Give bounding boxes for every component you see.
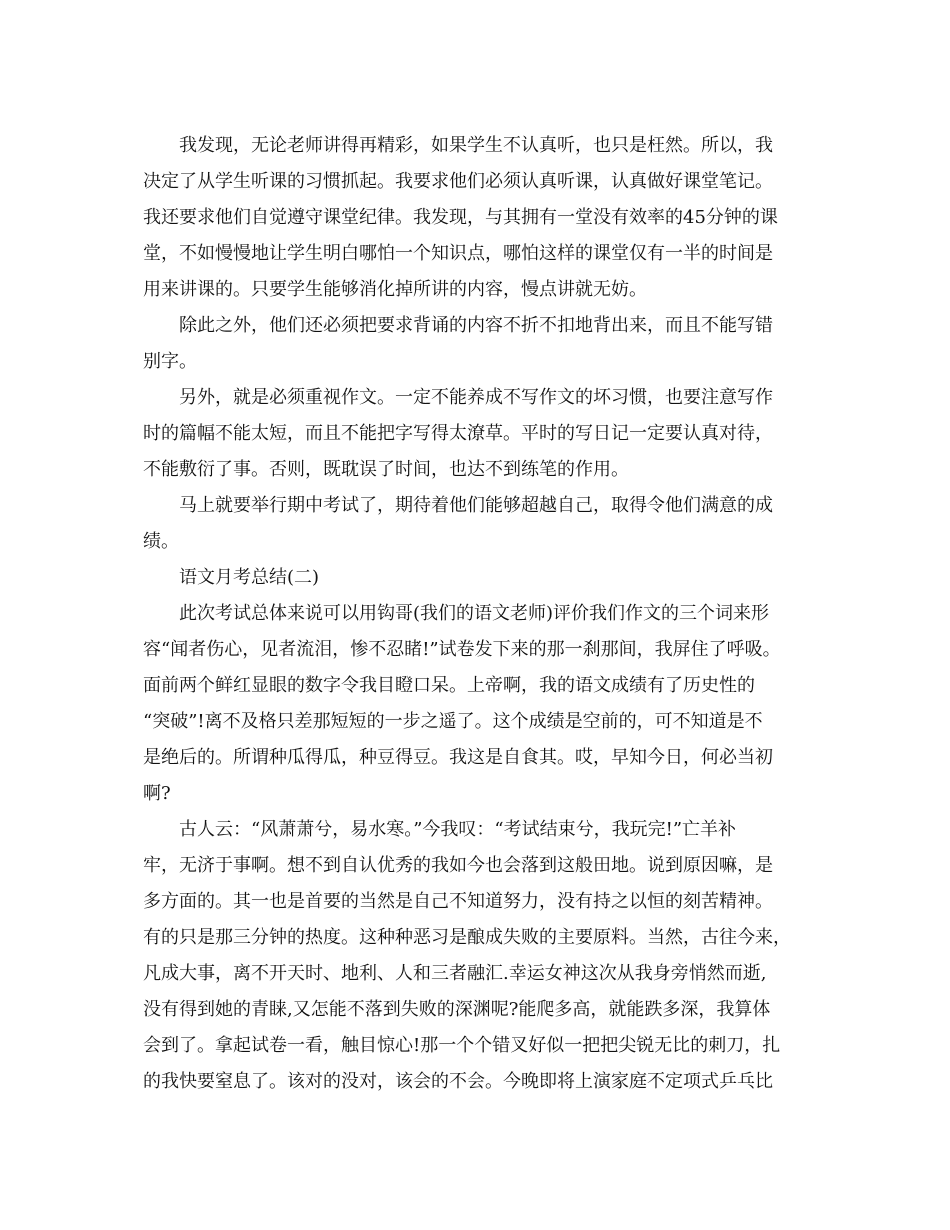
paragraph-line: 我发现，无论老师讲得再精彩，如果学生不认真听，也只是枉然。所以，我	[179, 135, 773, 156]
paragraph-line: 决定了从学生听课的习惯抓起。我要求他们必须认真听课，认真做好课堂笔记。	[143, 171, 773, 192]
paragraph-line: 除此之外，他们还必须把要求背诵的内容不折不扣地背出来，而且不能写错	[179, 315, 773, 336]
paragraph-line: 不能敷衍了事。否则，既耽误了时间，也达不到练笔的作用。	[143, 459, 629, 480]
paragraph-line: 古人云：“风萧萧兮，易水寒。”今我叹：“考试结束兮，我玩完!”亡羊补	[179, 819, 737, 840]
paragraph-line: 凡成大事，离不开天时、地利、人和三者融汇.幸运女神这次从我身旁悄然而逝,	[143, 963, 767, 984]
paragraph-line: “突破”!离不及格只差那短短的一步之遥了。这个成绩是空前的，可不知道是不	[143, 711, 763, 732]
paragraph-line: 此次考试总体来说可以用钩哥(我们的语文老师)评价我们作文的三个词来形	[179, 603, 770, 624]
paragraph-line: 牢，无济于事啊。想不到自认优秀的我如今也会落到这般田地。说到原因嘛，是	[143, 855, 773, 876]
paragraph-line: 另外，就是必须重视作文。一定不能养成不写作文的坏习惯，也要注意写作	[179, 387, 773, 408]
paragraph-line: 别字。	[143, 351, 197, 372]
paragraph-line: 绩。	[143, 531, 179, 552]
paragraph-line: 没有得到她的青睐,又怎能不落到失败的深渊呢?能爬多高，就能跌多深，我算体	[143, 999, 771, 1020]
paragraph-line: 时的篇幅不能太短，而且不能把字写得太潦草。平时的写日记一定要认真对待，	[143, 423, 773, 444]
paragraph-line: 是绝后的。所谓种瓜得瓜，种豆得豆。我这是自食其。哎，早知今日，何必当初	[143, 747, 773, 768]
paragraph-line: 我还要求他们自觉遵守课堂纪律。我发现，与其拥有一堂没有效率的45分钟的课	[143, 207, 778, 228]
section-heading: 语文月考总结(二)	[179, 567, 320, 588]
paragraph-line: 用来讲课的。只要学生能够消化掉所讲的内容，慢点讲就无妨。	[143, 279, 647, 300]
paragraph-line: 会到了。拿起试卷一看，触目惊心!那一个个错叉好似一把把尖锐无比的刺刀，扎	[143, 1035, 781, 1056]
document-body	[143, 128, 815, 1100]
paragraph-line: 的我快要窒息了。该对的没对，该会的不会。今晚即将上演家庭不定项式乒乓比	[143, 1071, 773, 1092]
paragraph-line: 有的只是那三分钟的热度。这种种恶习是酿成失败的主要原料。当然，古往今来，	[143, 927, 791, 948]
paragraph-line: 面前两个鲜红显眼的数字令我目瞪口呆。上帝啊，我的语文成绩有了历史性的	[143, 675, 755, 696]
paragraph-line: 容“闻者伤心，见者流泪，惨不忍睹!”试卷发下来的那一刹那间，我屏住了呼吸。	[143, 639, 781, 660]
paragraph-line: 马上就要举行期中考试了，期待着他们能够超越自己，取得令他们满意的成	[179, 495, 773, 516]
paragraph-line: 多方面的。其一也是首要的当然是自己不知道努力，没有持之以恒的刻苦精神。	[143, 891, 773, 912]
paragraph-line: 堂，不如慢慢地让学生明白哪怕一个知识点，哪怕这样的课堂仅有一半的时间是	[143, 243, 773, 264]
paragraph-line: 啊?	[143, 783, 171, 804]
